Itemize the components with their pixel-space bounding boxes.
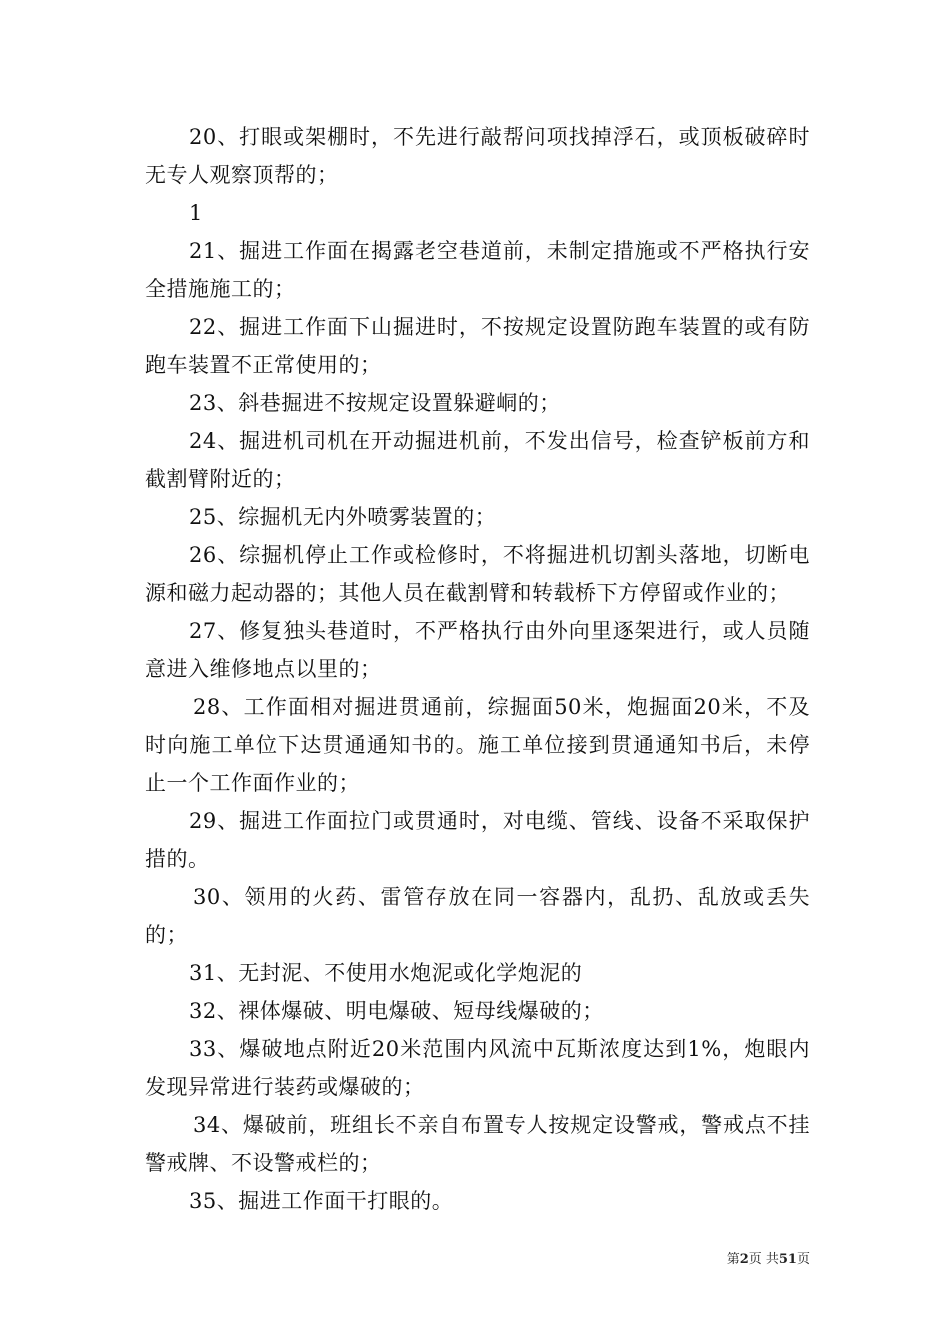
paragraph-20: 20、打眼或架棚时，不先进行敲帮问项找掉浮石，或顶板破碎时无专人观察顶帮的；	[145, 125, 810, 187]
paragraph-35: 35、掘进工作面干打眼的。	[189, 1189, 454, 1213]
page-number-marker: 1	[189, 201, 203, 225]
paragraph-33: 33、爆破地点附近20米范围内风流中瓦斯浓度达到1%，炮眼内发现异常进行装药或爆破的；	[145, 1037, 810, 1099]
paragraph-24: 24、掘进机司机在开动掘进机前，不发出信号，检查铲板前方和截割臂附近的；	[145, 429, 810, 491]
paragraph-21: 21、掘进工作面在揭露老空巷道前，未制定措施或不严格执行安全措施施工的；	[145, 239, 810, 301]
footer-middle: 页 共	[748, 1252, 779, 1267]
footer-suffix: 页	[796, 1252, 810, 1267]
paragraph-30: 30、领用的火药、雷管存放在同一容器内，乱扔、乱放或丢失的；	[145, 885, 810, 947]
paragraph-32: 32、裸体爆破、明电爆破、短母线爆破的；	[189, 999, 604, 1023]
paragraph-29: 29、掘进工作面拉门或贯通时，对电缆、管线、设备不采取保护措的。	[145, 809, 810, 871]
paragraph-31: 31、无封泥、不使用水炮泥或化学炮泥的	[189, 961, 583, 985]
footer-prefix: 第	[726, 1252, 740, 1267]
footer-total-pages: 51	[778, 1252, 797, 1267]
paragraph-27: 27、修复独头巷道时，不严格执行由外向里逐架进行，或人员随意进入维修地点以里的；	[145, 619, 810, 681]
footer-page-number: 2	[739, 1252, 749, 1267]
page-footer	[0, 1248, 810, 1267]
paragraph-22: 22、掘进工作面下山掘进时，不按规定设置防跑车装置的或有防跑车装置不正常使用的；	[145, 315, 810, 377]
paragraph-26: 26、综掘机停止工作或检修时，不将掘进机切割头落地，切断电源和磁力起动器的；其他人员在截割臂和转载桥下方停留或作业的；	[145, 543, 810, 605]
paragraph-28: 28、工作面相对掘进贯通前，综掘面50米，炮掘面20米，不及时向施工单位下达贯通通知书的。施工单位接到贯通通知书后，未停止一个工作面作业的；	[145, 695, 810, 795]
paragraph-25: 25、综掘机无内外喷雾装置的；	[189, 505, 497, 529]
document-body	[145, 118, 810, 1220]
paragraph-23: 23、斜巷掘进不按规定设置躲避峒的；	[189, 391, 561, 415]
paragraph-34: 34、爆破前，班组长不亲自布置专人按规定设警戒，警戒点不挂警戒牌、不设警戒栏的；	[145, 1113, 810, 1175]
